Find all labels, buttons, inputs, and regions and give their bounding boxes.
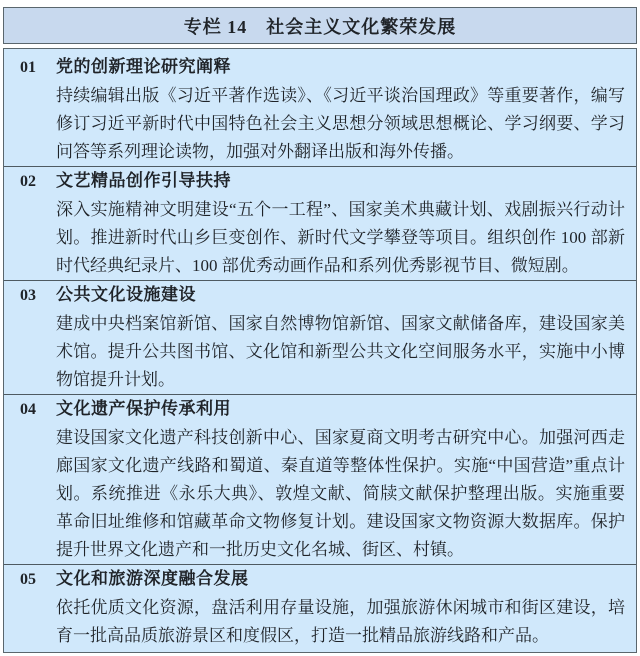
section-number: 03 xyxy=(20,287,36,304)
section-04 xyxy=(4,394,636,564)
section-title: 文化和旅游深度融合发展 xyxy=(56,569,249,588)
section-number: 02 xyxy=(20,173,36,190)
panel-body xyxy=(3,48,637,653)
section-body-text: 深入实施精神文明建设“五个一工程”、国家美术典藏计划、戏剧振兴行动计划。推进新时代山乡巨变创作、新时代文学攀登等项目。组织创作 100 部新时代经典纪录片、100 部优秀动画作品和系列优秀影视节目、微短剧。 xyxy=(56,200,625,275)
section-body-text: 持续编辑出版《习近平著作选读》、《习近平谈治国理政》等重要著作，编写修订习近平新时代中国特色社会主义思想分领域思想概论、学习纲要、学习问答等系列理论读物，加强对外翻译出版和海外传播。 xyxy=(56,86,625,161)
section-02 xyxy=(4,166,636,280)
section-body-text: 依托优质文化资源，盘活利用存量设施，加强旅游休闲城市和街区建设，培育一批高品质旅游景区和度假区，打造一批精品旅游线路和产品。 xyxy=(56,598,625,645)
section-heading xyxy=(20,395,625,424)
section-title: 文化遗产保护传承利用 xyxy=(56,399,231,418)
section-01 xyxy=(4,53,636,166)
section-03 xyxy=(4,280,636,394)
section-title: 公共文化设施建设 xyxy=(56,285,196,304)
section-body-text: 建成中央档案馆新馆、国家自然博物馆新馆、国家文献储备库，建设国家美术馆。提升公共图书馆、文化馆和新型公共文化空间服务水平，实施中小博物馆提升计划。 xyxy=(56,314,625,389)
panel-header xyxy=(3,7,637,44)
section-number: 04 xyxy=(20,401,36,418)
section-title: 党的创新理论研究阐释 xyxy=(56,57,231,76)
panel-title: 专栏 14 社会主义文化繁荣发展 xyxy=(183,16,457,37)
section-body-text: 建设国家文化遗产科技创新中心、国家夏商文明考古研究中心。加强河西走廊国家文化遗产线路和蜀道、秦直道等整体性保护。实施“中国营造”重点计划。系统推进《永乐大典》、敦煌文献、简牍文献保护整理出版。实施重要革命旧址维修和馆藏革命文物修复计划。建设国家文物资源大数据库。保护提升世界文化遗产和一批历史文化名城、街区、村镇。 xyxy=(56,428,625,559)
section-05 xyxy=(4,564,636,650)
section-heading xyxy=(20,281,625,310)
section-number: 05 xyxy=(20,571,36,588)
section-heading xyxy=(20,167,625,196)
section-title: 文艺精品创作引导扶持 xyxy=(56,171,231,190)
section-heading xyxy=(20,53,625,82)
section-number: 01 xyxy=(20,59,36,76)
section-heading xyxy=(20,565,625,594)
